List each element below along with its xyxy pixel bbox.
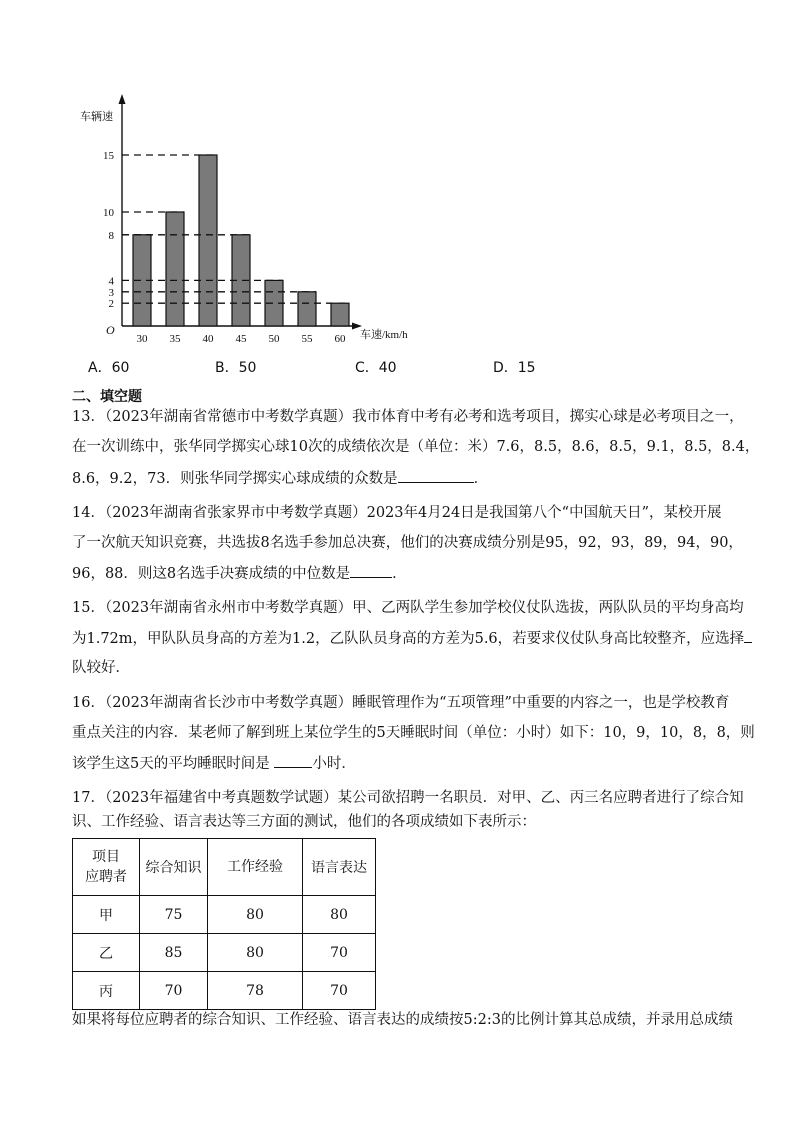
bar-40 [199,155,217,326]
y-tick-label: 2 [108,298,114,311]
origin-label: O [106,323,115,337]
x-tick-label: 30 [136,333,148,345]
table-cell: 85 [140,934,208,972]
q16-line-2: 重点关注的内容．某老师了解到班上某位学生的5天睡眠时间（单位：小时）如下：10，9，10，8，8，则 [72,725,755,741]
option-d: D．15 [493,360,536,376]
q16-end: 小时． [312,756,356,772]
table-row-name: 甲 [73,896,140,934]
q17-line-1: 17．（2023年福建省中考真题数学试题）某公司欲招聘一名职员．对甲、乙、丙三名应聘者进行了综合知 [72,790,744,806]
q14-line-2: 了一次航天知识竞赛，共选拔8名选手参加总决赛，他们的决赛成绩分别是95，92，93，89，94，90， [72,535,743,551]
table-row [73,934,376,972]
q16-line-1: 16．（2023年湖南省长沙市中考数学真题）睡眠管理作为“五项管理”中重要的内容之一，也是学校教育 [72,695,730,711]
bar-60 [331,303,349,326]
q13-line-2: 在一次训练中，张华同学掷实心球10次的成绩依次是（单位：米）7.6，8.5，8.6，8.5，9.1，8.5，8.4， [72,439,760,455]
table-row [73,896,376,934]
q13-end: ． [473,471,489,487]
y-tick-label: 15 [103,150,114,162]
x-tick-label: 55 [301,333,313,345]
q13-answer-blank[interactable] [398,468,474,483]
y-tick-label: 10 [103,207,114,219]
x-tick-label: 60 [334,333,346,345]
table-cell: 80 [303,896,376,934]
table-cell: 70 [140,972,208,1010]
table-cell: 70 [303,934,376,972]
section-title: 二、填空题 [72,389,142,405]
table-cell: 70 [303,972,376,1010]
x-tick-label: 45 [235,333,247,345]
y-axis-arrow [119,94,126,104]
table-header-cell: 工作经验 [208,839,303,896]
q16-line-3 [72,753,356,774]
q13-text: 8.6，9.2，73．则张华同学掷实心球成绩的众数是 [72,471,398,487]
x-tick-label: 50 [268,333,280,345]
x-axis-label: 车速/km/h [360,329,408,341]
q15-answer-blank[interactable] [744,628,752,643]
table-row-name: 乙 [73,934,140,972]
table-cell: 78 [208,972,303,1010]
corner-top-label: 项目 [92,849,120,865]
y-tick-label: 3 [108,286,114,299]
q15-line-3: 队较好． [72,660,130,676]
q13-line-3 [72,468,488,489]
score-table [72,838,376,1010]
table-cell: 75 [140,896,208,934]
q15-line-2 [72,628,752,649]
q14-answer-blank[interactable] [350,563,392,578]
q14-end: ． [392,566,407,582]
q13-line-1: 13．（2023年湖南省常德市中考数学真题）我市体育中考有必考和选考项目，掷实心球是必考项目之一， [72,409,744,425]
table-header-row [73,839,376,896]
y-tick-label: 4 [108,275,114,288]
option-a: A．60 [88,360,130,376]
corner-bottom-label: 应聘者 [85,869,127,885]
bar-55 [298,292,316,326]
q16-text: 该学生这5天的平均睡眠时间是 [72,756,275,772]
y-tick-label: 8 [108,229,114,242]
x-tick-label: 40 [202,333,214,345]
q17-after-table: 如果将每位应聘者的综合知识、工作经验、语言表达的成绩按5:2:3的比例计算其总成绩，并录用总成绩 [72,1012,733,1028]
table-corner-cell [73,839,140,896]
table-header-cell: 综合知识 [140,839,208,896]
q15-text: 为1.72m，甲队队员身高的方差为1.2，乙队队员身高的方差为5.6，若要求仪仗队身高比较整齐，应选择 [72,631,745,647]
speed-histogram [0,0,800,345]
x-tick-label: 35 [169,333,181,345]
option-c: C．40 [355,360,397,376]
q14-line-3 [72,563,407,584]
q15-line-1: 15．（2023年湖南省永州市中考数学真题）甲、乙两队学生参加学校仪仗队选拔，两队队员的平均身高均 [72,600,744,616]
table-cell: 80 [208,934,303,972]
table-row-name: 丙 [73,972,140,1010]
q14-text: 96，88．则这8名选手决赛成绩的中位数是 [72,566,351,582]
q17-line-2: 识、工作经验、语言表达等三方面的测试，他们的各项成绩如下表所示： [72,814,536,830]
table-header-cell: 语言表达 [303,839,376,896]
table-row [73,972,376,1010]
option-b: B．50 [215,360,257,376]
y-axis-label: 车辆速 [80,111,113,123]
table-cell: 80 [208,896,303,934]
q16-answer-blank[interactable] [274,753,312,768]
q14-line-1: 14．（2023年湖南省张家界市中考数学真题）2023年4月24日是我国第八个“中国航天日”，某校开展 [72,505,722,521]
bar-35 [166,212,184,326]
